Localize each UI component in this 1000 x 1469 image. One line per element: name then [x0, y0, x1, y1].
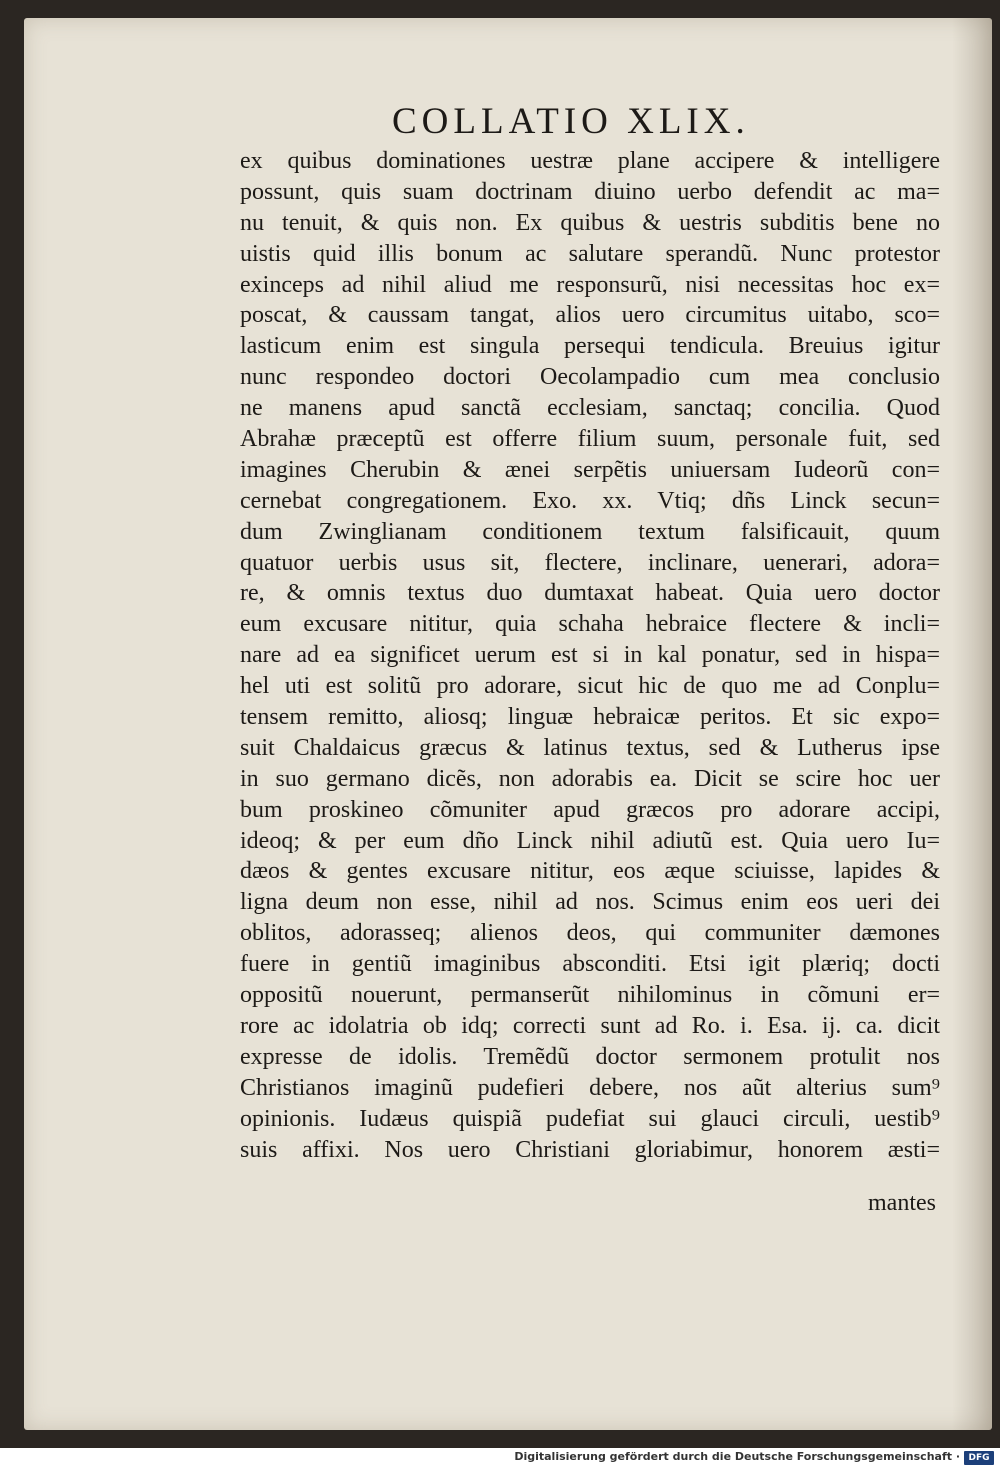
catchword: mantes	[868, 1190, 936, 1216]
text-line: ne manens apud sanctã ecclesiam, sanctaq; concilia. Quod	[240, 395, 940, 422]
text-line: expresse de idolis. Tremẽdũ doctor sermonem protulit nos	[240, 1043, 940, 1070]
text-line: ideoq; & per eum dño Linck nihil adiutũ est. Quia uero Iu=	[240, 827, 940, 854]
text-line: quatuor uerbis usus sit, flectere, inclinare, uenerari, adora=	[240, 549, 940, 576]
text-line: re, & omnis textus duo dumtaxat habeat. Quia uero doctor	[240, 580, 940, 607]
text-line: nu tenuit, & quis non. Ex quibus & uestris subditis bene no	[240, 209, 940, 236]
text-line: in suo germano dicẽs, non adorabis ea. Dicit se scire hoc uer	[240, 765, 940, 792]
footer-bar	[0, 1448, 1000, 1469]
text-line: suis affixi. Nos uero Christiani gloriabimur, honorem æsti=	[240, 1136, 940, 1163]
text-line: oblitos, adorasseq; alienos deos, qui communiter dæmones	[240, 920, 940, 947]
text-line: bum proskineo cõmuniter apud græcos pro adorare accipi,	[240, 796, 940, 823]
text-line: poscat, & caussam tangat, alios uero circumitus uitabo, sco=	[240, 302, 940, 329]
body-text	[240, 146, 940, 1165]
text-line: Christianos imaginũ pudefieri debere, nos aũt alterius sum⁹	[240, 1074, 940, 1101]
text-line: ex quibus dominationes uestræ plane accipere & intelligere	[240, 148, 940, 174]
text-line: exinceps ad nihil aliud me responsurũ, nisi necessitas hoc ex=	[240, 271, 940, 298]
text-line: nare ad ea significet uerum est si in kal ponatur, sed in hispa=	[240, 642, 940, 669]
text-line: dæos & gentes excusare nititur, eos æque sciuisse, lapides &	[240, 858, 940, 885]
funding-credit: Digitalisierung gefördert durch die Deutsche Forschungsgemeinschaft ·	[514, 1450, 960, 1463]
text-line: nunc respondeo doctori Oecolampadio cum mea conclusio	[240, 364, 940, 391]
text-line: eum excusare nititur, quia schaha hebraice flectere & incli=	[240, 611, 940, 638]
text-line: hel uti est solitũ pro adorare, sicut hic de quo me ad Conplu=	[240, 673, 940, 700]
page-gutter-shadow	[952, 18, 992, 1430]
text-line: lasticum enim est singula persequi tendicula. Breuius igitur	[240, 333, 940, 360]
text-line: oppositũ nouerunt, permanserũt nihilominus in cõmuni er=	[240, 982, 940, 1009]
dfg-logo: DFG	[964, 1451, 994, 1465]
text-line: fuere in gentiũ imaginibus absconditi. Etsi igit plæriq; docti	[240, 951, 940, 978]
text-line: tensem remitto, aliosq; linguæ hebraicæ peritos. Et sic expo=	[240, 704, 940, 731]
text-line: suit Chaldaicus græcus & latinus textus, sed & Lutherus ipse	[240, 734, 940, 761]
text-line: cernebat congregationem. Exo. xx. Vtiq; dñs Linck secun=	[240, 487, 940, 514]
text-line: dum Zwinglianam conditionem textum falsificauit, quum	[240, 518, 940, 545]
text-line: imagines Cherubin & ænei serpẽtis uniuersam Iudeorũ con=	[240, 456, 940, 483]
running-head: COLLATIO XLIX.	[392, 101, 750, 142]
text-line: possunt, quis suam doctrinam diuino uerbo defendit ac ma=	[240, 178, 940, 205]
text-line: ligna deum non esse, nihil ad nos. Scimus enim eos ueri dei	[240, 889, 940, 916]
text-line: uistis quid illis bonum ac salutare sperandũ. Nunc protestor	[240, 240, 940, 267]
text-line: opinionis. Iudæus quispiã pudefiat sui glauci circuli, uestib⁹	[240, 1105, 940, 1132]
text-line: rore ac idolatria ob idq; correcti sunt ad Ro. i. Esa. ij. ca. dicit	[240, 1012, 940, 1039]
text-line: Abrahæ præceptũ est offerre filium suum, personale fuit, sed	[240, 426, 940, 453]
